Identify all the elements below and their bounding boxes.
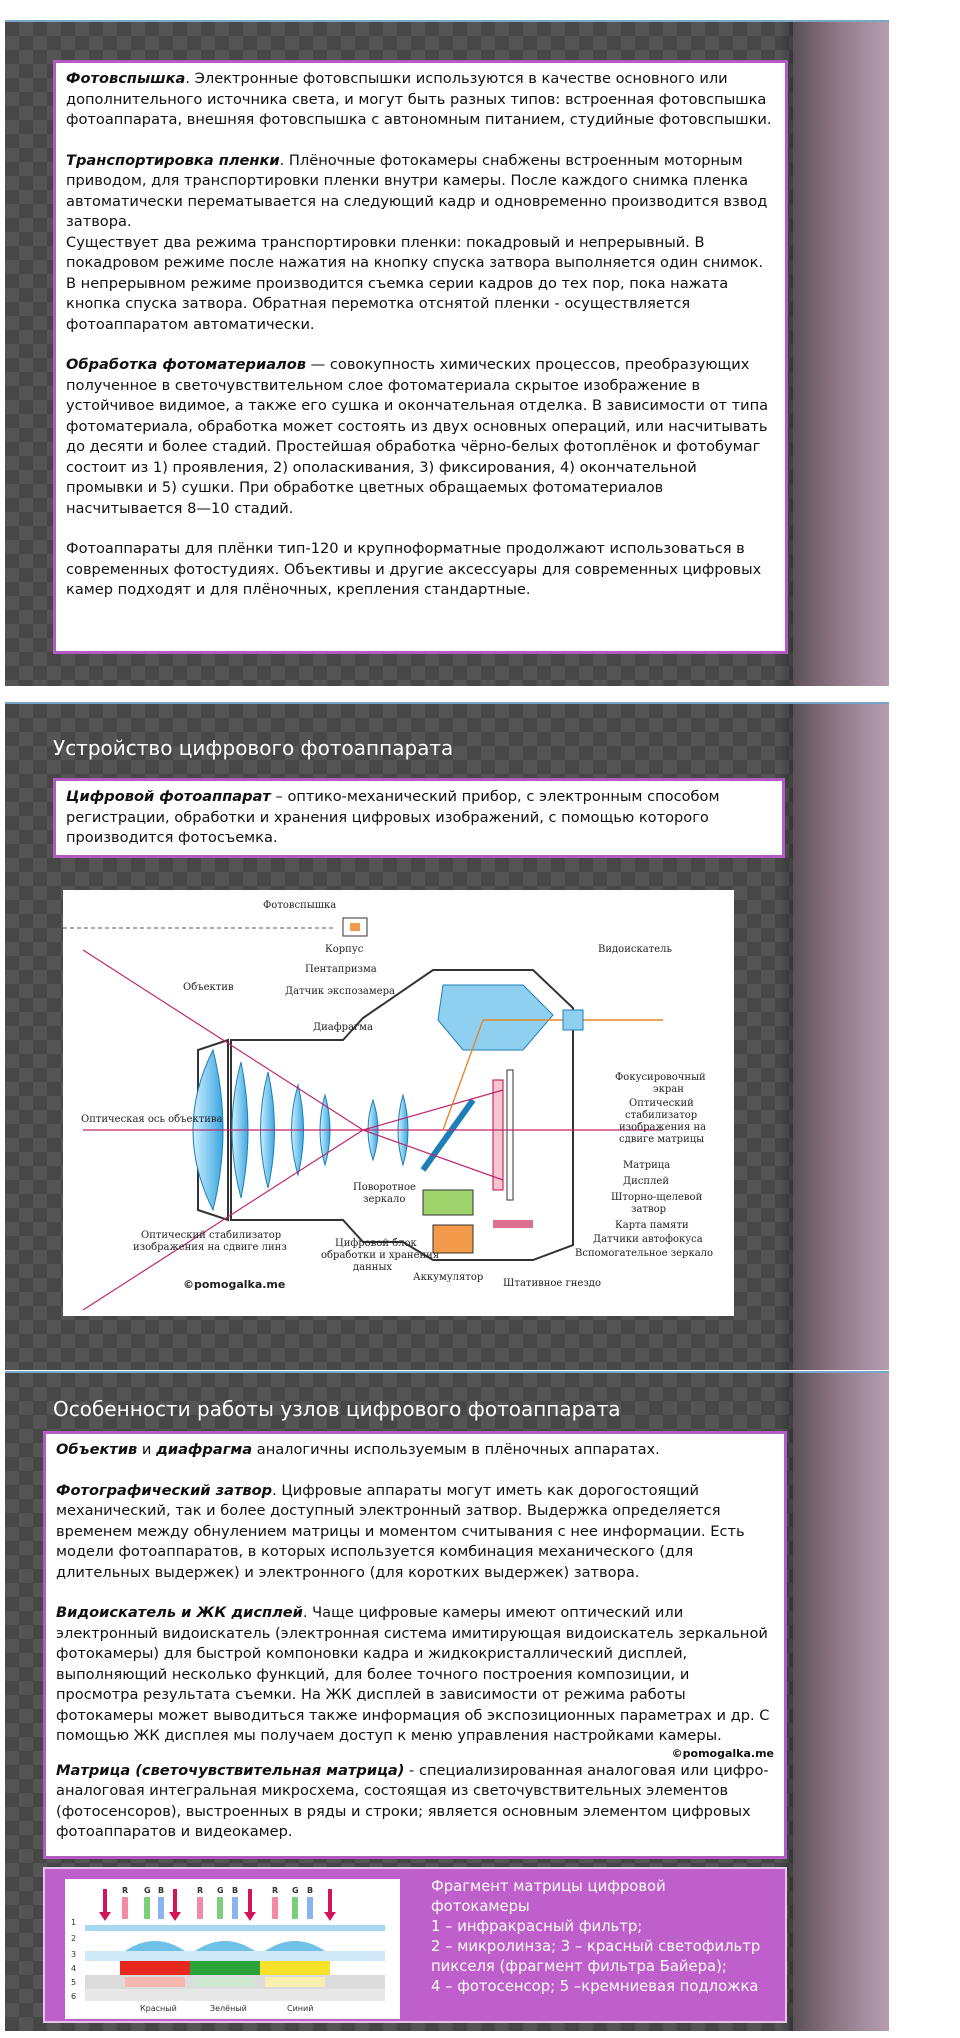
svg-text:R: R <box>272 1886 279 1895</box>
svg-text:6: 6 <box>71 1992 77 2001</box>
caption-line: 2 – микролинза; 3 – красный светофильтр <box>431 1938 761 1955</box>
label-memory-card: Карта памяти <box>615 1220 689 1231</box>
label-aux-mirror: Вспомогательное зеркало <box>575 1248 714 1259</box>
svg-text:B: B <box>232 1886 239 1895</box>
svg-text:4: 4 <box>71 1964 77 1973</box>
para-film-transport: Транспортировка пленки. Плёночные фотокамеры снабжены встроенным моторным приводом, для транспортировки пленки внутри камеры. После каждого снимка пленка автоматически перематывается на следующий кадр и одновременно производится взвод затвора. <box>66 151 768 230</box>
credit: ©pomogalka.me <box>671 1746 774 1760</box>
para-transport-modes: Существует два режима транспортировки пленки: покадровый и непрерывный. В покадровом режиме после нажатия на кнопку спуска затвора выполняется один снимок. В непрерывном режиме производится съемка серии кадров до тех пор, пока нажата кнопка спуска затвора. Обратная перемотка отснятой пленки - осуществляется фотоаппаратом автоматически. <box>66 233 764 333</box>
diagram-credit: ©pomogalka.me <box>183 1278 286 1291</box>
label-exposure-sensor: Датчик экспозамера <box>285 986 395 997</box>
matrix-panel <box>43 1867 787 2023</box>
matrix <box>493 1080 503 1190</box>
rgb-letters <box>122 1886 313 1895</box>
svg-text:Красный: Красный <box>140 2004 177 2013</box>
processing-block <box>423 1190 473 1215</box>
label-shutter-1: Шторно-щелевой <box>611 1192 703 1203</box>
matrix-fragment-image <box>65 1879 400 2019</box>
label-focus-screen-1: Фокусировочный <box>615 1072 706 1083</box>
svg-text:G: G <box>217 1886 224 1895</box>
camera-diagram <box>63 890 734 1316</box>
camera-diagram-svg <box>63 890 734 1316</box>
para-viewfinder-display: Видоискатель и ЖК дисплей. Чаще цифровые камеры имеют оптический или электронный видоискатель (электронная система имитирующая видоискатель зеркальной фотокамеры) для быстрой компоновки кадра и жидкокристаллический дисплей, выполняющий несколько функций, для более точного построения композиции, и просмотра результата съемки. На ЖК дисплей в зависимости от режима работы фотокамеры может выводиться также информация об экспозиционных параметрах и др. С помощью ЖК дисплея мы получаем доступ к меню управления настройками камеры. <box>56 1604 770 1744</box>
svg-text:B: B <box>158 1886 165 1895</box>
label-focus-screen-2: экран <box>653 1084 684 1095</box>
label-lens-stabilizer-2: изображения на сдвиге линз <box>133 1242 287 1253</box>
label-optical-axis: Оптическая ось объектива <box>81 1114 223 1125</box>
svg-text:G: G <box>144 1886 151 1895</box>
slide-digital-camera-structure <box>5 702 889 1370</box>
svg-text:R: R <box>197 1886 204 1895</box>
slide-digital-camera-features <box>5 1371 889 2031</box>
svg-text:R: R <box>122 1886 129 1895</box>
slide-title: Особенности работы узлов цифрового фотоаппарата <box>53 1397 621 1421</box>
label-matrix: Матрица <box>623 1160 671 1171</box>
pentaprism <box>438 985 553 1050</box>
red-filter <box>120 1961 190 1975</box>
label-tripod-socket: Штативное гнездо <box>503 1278 601 1289</box>
svg-text:G: G <box>292 1886 299 1895</box>
text-box-features <box>43 1431 787 1859</box>
caption-line: фотокамеры <box>431 1898 530 1915</box>
label-lens: Объектив <box>183 982 234 993</box>
label-stabilizer-1: Оптический <box>629 1098 694 1109</box>
text-box-film <box>53 60 788 654</box>
label-pentaprism: Пентапризма <box>305 964 377 975</box>
label-body: Корпус <box>325 944 364 955</box>
caption-line: 4 – фотосенсор; 5 –кремниевая подложка <box>431 1978 759 1995</box>
svg-text:Зелёный: Зелёный <box>210 2004 247 2013</box>
label-battery: Аккумулятор <box>413 1272 484 1283</box>
para-formats: Фотоаппараты для плёнки тип-120 и крупноформатные продолжают использоваться в современных фотостудиях. Объективы и другие аксессуары для современных цифровых камер подходят и для плёночных, крепления стандартные. <box>66 540 762 598</box>
matrix-fragment-svg <box>65 1879 400 2019</box>
label-viewfinder: Видоискатель <box>598 944 672 955</box>
label-aperture: Диафрагма <box>313 1022 373 1033</box>
label-flash: Фотовспышка <box>263 900 337 911</box>
svg-text:B: B <box>307 1886 314 1895</box>
battery <box>433 1225 473 1253</box>
caption-line: Фрагмент матрицы цифровой <box>431 1878 666 1895</box>
slide-title: Устройство цифрового фотоаппарата <box>53 736 454 760</box>
label-digital-block-1: Цифровой блок <box>335 1238 417 1249</box>
slide-film-camera <box>5 20 889 686</box>
para-shutter: Фотографический затвор. Цифровые аппараты могут иметь как дорогостоящий механический, так и более доступный электронный затвор. Выдержка определяется временем между обнулением матрицы и моментом считывания с нее информации. Есть модели фотоаппаратов, в которых используется комбинация механического (для длительных выдержек) и электронного (для коротких выдержек) затвора. <box>56 1481 745 1581</box>
label-autofocus: Датчики автофокуса <box>593 1234 703 1245</box>
green-filter <box>190 1961 260 1975</box>
text-box-definition <box>53 778 785 858</box>
label-mirror-1: Поворотное <box>353 1182 416 1193</box>
para-matrix: Матрица (светочувствительная матрица) - специализированная аналоговая или цифро-аналоговая интегральная микросхема, состоящая из светочувствительных элементов (фотосенсоров), выстроенных в ряды и строки; является основным элементом цифровых фотоаппаратов и видеокамер. <box>56 1761 769 1840</box>
layer-numbers <box>71 1918 76 2001</box>
para-definition: Цифровой фотоаппарат – оптико-механический прибор, с электронным способом регистрации, обработки и хранения цифровых изображений, с помощью которого производится фотосъемка. <box>66 788 720 846</box>
label-stabilizer-4: сдвиге матрицы <box>619 1134 705 1145</box>
svg-text:3: 3 <box>71 1950 77 1959</box>
label-shutter-2: затвор <box>631 1204 666 1215</box>
label-mirror-2: зеркало <box>363 1194 406 1205</box>
diagram-labels <box>81 900 713 1291</box>
label-stabilizer-3: изображения на <box>619 1122 707 1133</box>
matrix-caption <box>431 1877 781 1997</box>
para-flash: Фотовспышка. Электронные фотовспышки используются в качестве основного или дополнительного источника света, и могут быть разных типов: встроенная фотовспышка фотоаппарата, внешняя фотовспышка с автономным питанием, студийные фотовспышки. <box>66 70 772 128</box>
blue-filter <box>260 1961 330 1975</box>
label-lens-stabilizer-1: Оптический стабилизатор <box>141 1230 282 1241</box>
label-stabilizer-2: стабилизатор <box>625 1110 698 1121</box>
bottom-labels <box>140 2004 313 2013</box>
svg-text:5: 5 <box>71 1978 77 1987</box>
label-digital-block-2: обработки и хранения <box>321 1250 440 1261</box>
label-display: Дисплей <box>623 1176 669 1187</box>
caption-line: 1 – инфракрасный фильтр; <box>431 1918 643 1935</box>
memory-card <box>493 1220 533 1228</box>
microlenses <box>125 1941 325 1951</box>
svg-text:1: 1 <box>71 1918 77 1927</box>
svg-text:2: 2 <box>71 1934 77 1943</box>
svg-text:Синий: Синий <box>287 2004 314 2013</box>
caption-line: пикселя (фрагмент фильтра Байера); <box>431 1958 727 1975</box>
para-lens-aperture: Объектив и диафрагма аналогичны используемым в плёночных аппаратах. <box>56 1441 660 1458</box>
label-digital-block-3: данных <box>353 1262 393 1273</box>
para-processing: Обработка фотоматериалов — совокупность химических процессов, преобразующих полученное в светочувствительном слое фотоматериала скрытое изображение в устойчивое видимое, а также его сушка и окончательная отделка. В зависимости от типа фотоматериала, обработка может состоять из двух основных операций, или насчитывать до десяти и более стадий. Простейшая обработка чёрно-белых фотоплёнок и фотобумаг состоит из 1) проявления, 2) ополаскивания, 3) фиксирования, 4) окончательной промывки и 5) сушки. При обработке цветных обращаемых фотоматериалов насчитывается 8—10 стадий. <box>66 356 769 517</box>
